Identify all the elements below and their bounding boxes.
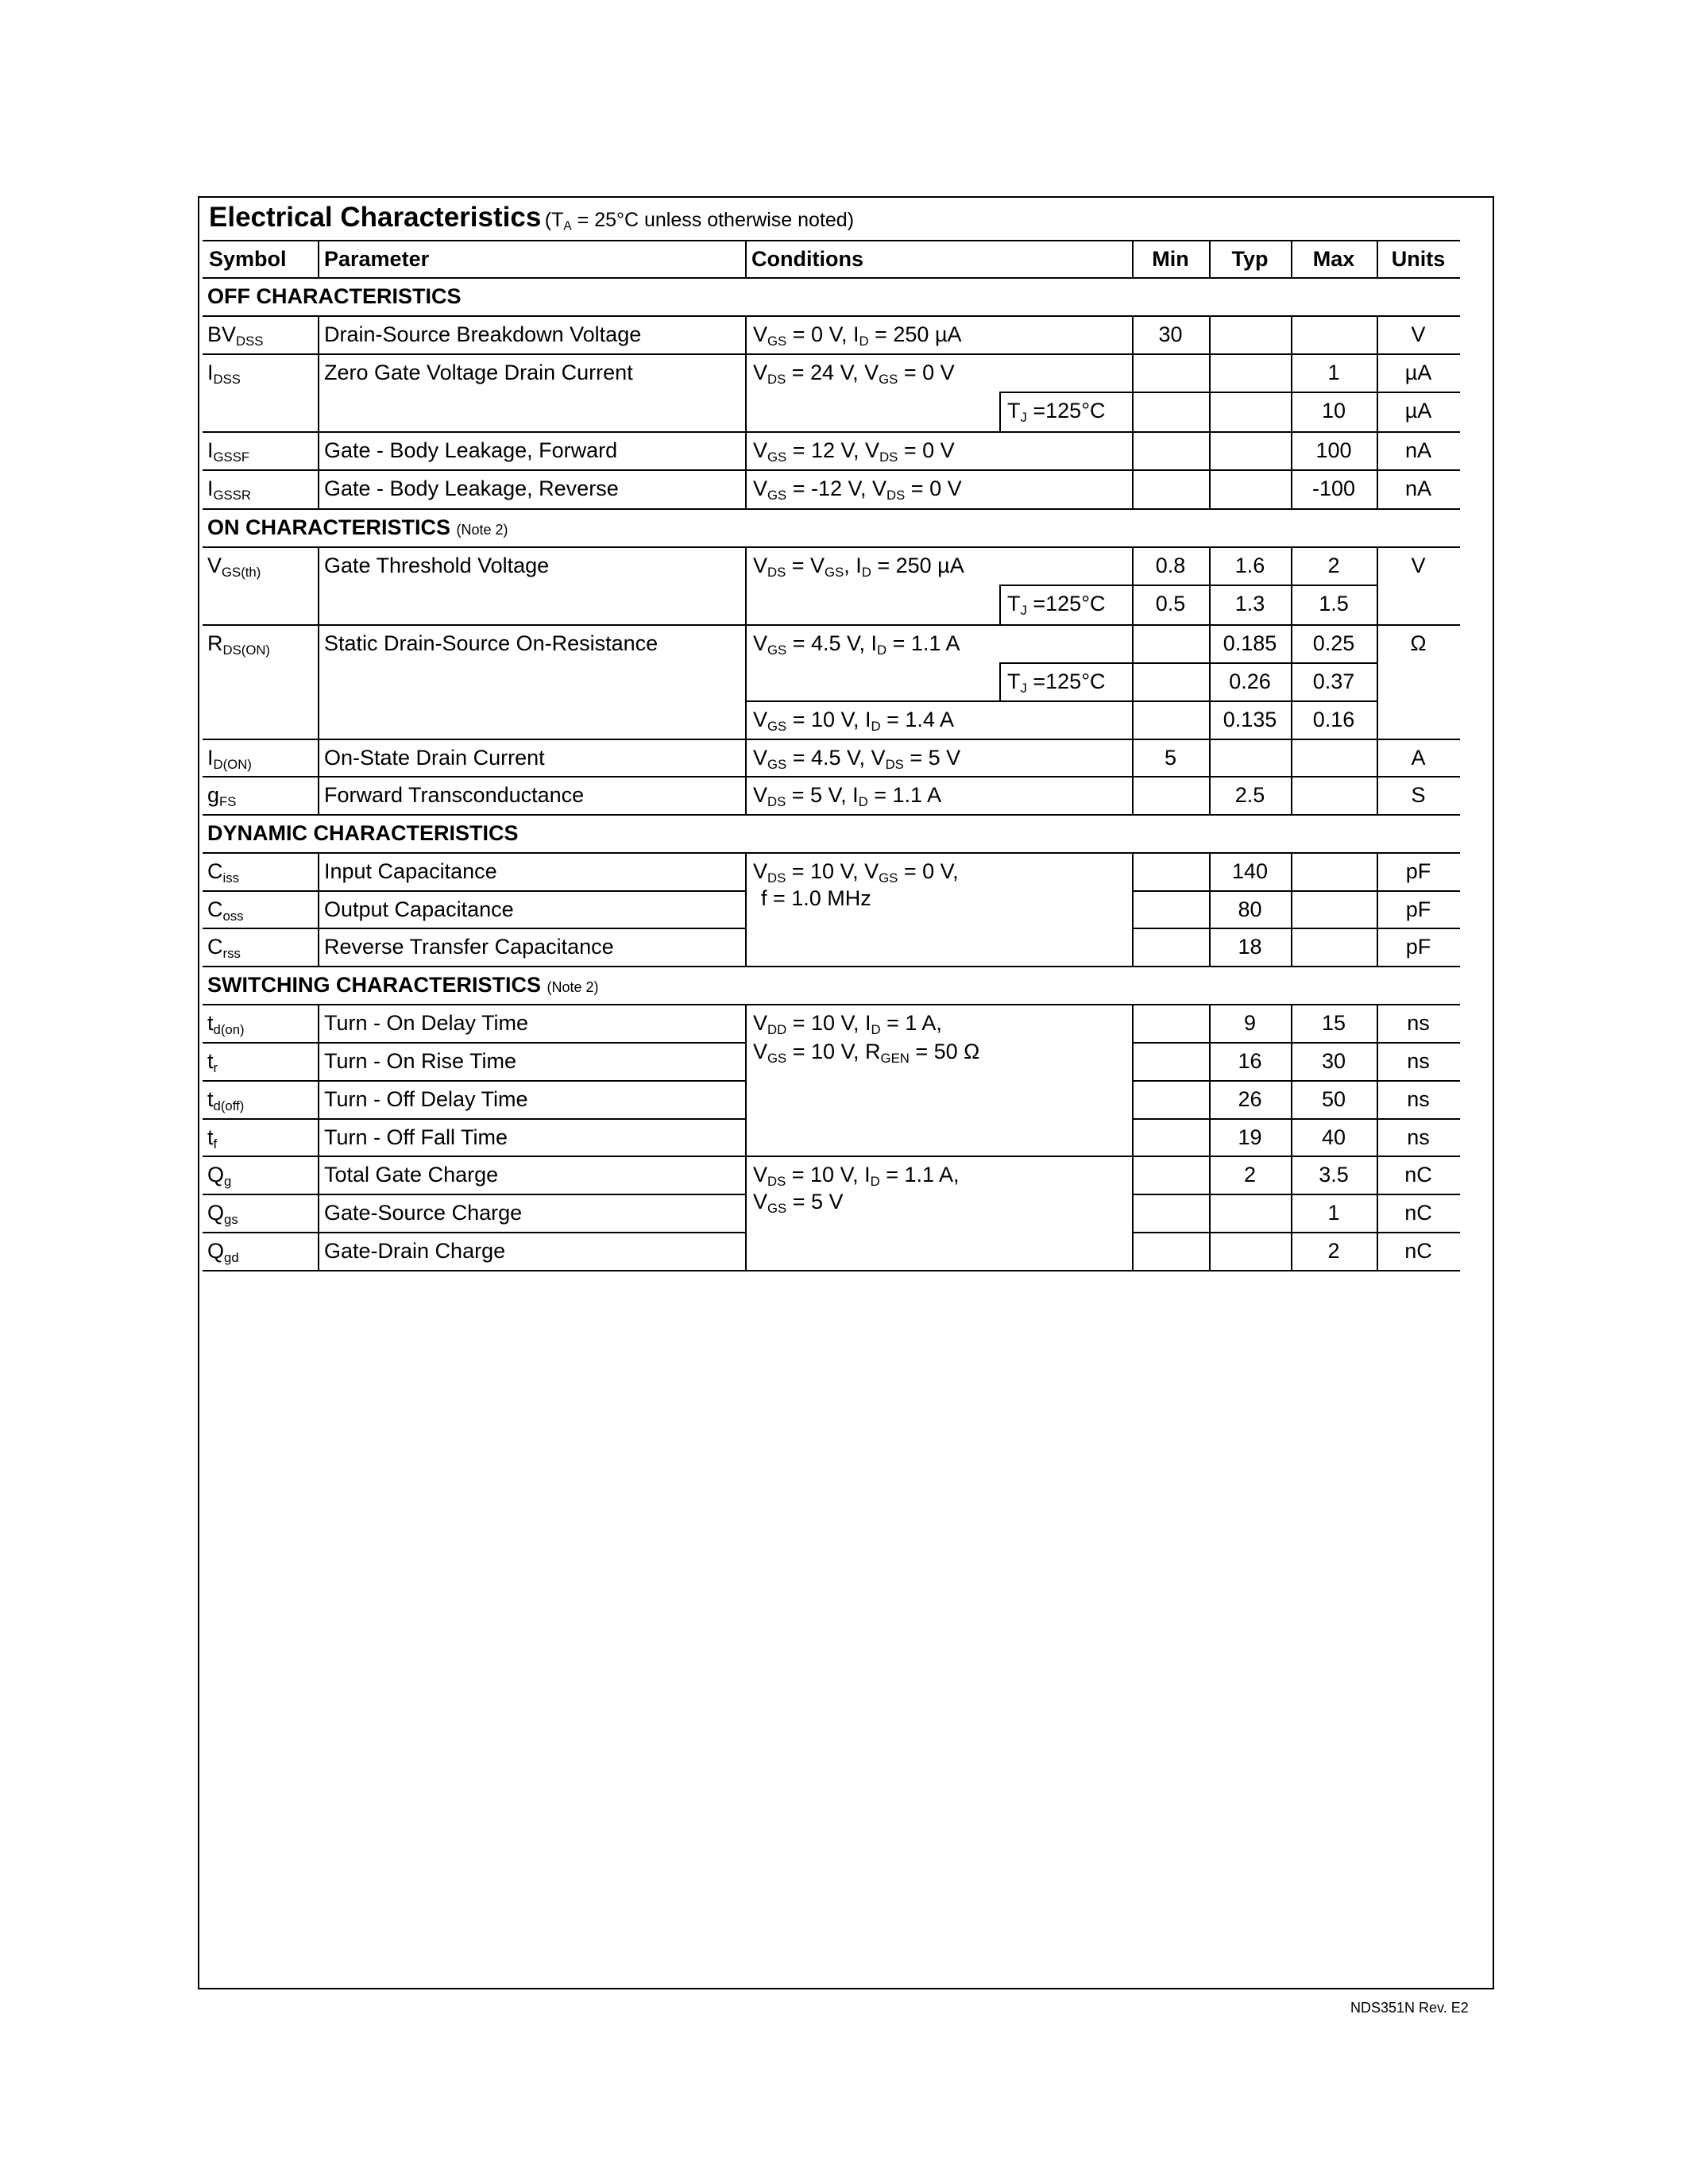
symbol-qgd: $Q_{gd}$	[207, 1239, 239, 1266]
column-divider	[318, 1004, 319, 1270]
conditions-idon: $V_{GS} = 4.5$ V, $V_{DS} = 5$ V	[753, 746, 961, 773]
column-header-par: Parameter	[324, 247, 430, 271]
typ-value-rdson_10: 0.135	[1223, 708, 1277, 731]
parameter-bvdss: Drain-Source Breakdown Voltage	[324, 322, 642, 346]
column-divider	[1377, 852, 1378, 966]
column-divider	[1291, 240, 1292, 277]
conditions-bvdss: $V_{GS} = 0$ V, $I_D = 250$ µA	[753, 322, 962, 349]
units-vgsth: V	[1411, 554, 1426, 577]
max-value-rdson_tj: 0.37	[1312, 669, 1355, 693]
units-bvdss: V	[1411, 322, 1426, 346]
typ-value-rdson: 0.185	[1223, 631, 1277, 655]
max-value-vgsth: 2	[1327, 554, 1340, 577]
section-off: OFF CHARACTERISTICS	[207, 284, 462, 308]
parameter-idon: On-State Drain Current	[324, 746, 545, 770]
conditions-gfs: $V_{DS} = 5$ V, $I_D = 1.1$ A	[753, 783, 942, 810]
parameter-igssr: Gate - Body Leakage, Reverse	[324, 477, 619, 500]
parameter-coss: Output Capacitance	[324, 897, 514, 921]
column-header-min: Min	[1152, 247, 1189, 271]
column-divider	[1291, 1004, 1292, 1270]
parameter-crss: Reverse Transfer Capacitance	[324, 935, 614, 959]
column-divider	[745, 546, 747, 814]
units-qg: nC	[1404, 1163, 1432, 1187]
symbol-igssf: $I_{GSSF}$	[207, 438, 250, 465]
parameter-tdoff: Turn - Off Delay Time	[324, 1087, 528, 1111]
max-value-rdson_10: 0.16	[1312, 708, 1355, 731]
conditions-charge-line2: $V_{GS} = 5$ V	[753, 1190, 844, 1217]
column-divider	[1291, 546, 1292, 814]
column-divider	[1132, 852, 1134, 966]
symbol-bvdss: $BV_{DSS}$	[207, 322, 264, 349]
conditions-dynamic-line1: $V_{DS} = 10$ V, $V_{GS} = 0$ V,	[753, 859, 959, 886]
typ-value-qg: 2	[1243, 1163, 1257, 1187]
column-divider	[318, 852, 319, 966]
column-divider	[1209, 240, 1211, 277]
typ-value-tdoff: 26	[1238, 1087, 1262, 1111]
conditions-vgsth_tj: $T_J =125^\circ C$	[1007, 592, 1106, 619]
typ-value-tdon: 9	[1243, 1011, 1257, 1035]
max-value-rdson: 0.25	[1312, 631, 1355, 655]
conditions-idss: $V_{DS} = 24$ V, $V_{GS} = 0$ V	[753, 361, 955, 388]
units-tdoff: ns	[1407, 1087, 1430, 1111]
units-qgd: nC	[1404, 1239, 1432, 1263]
max-value-qgd: 2	[1327, 1239, 1340, 1263]
column-header-unit: Units	[1391, 247, 1446, 271]
column-divider	[999, 662, 1001, 700]
column-divider	[1209, 1004, 1211, 1270]
typ-value-coss: 80	[1238, 897, 1262, 921]
column-divider	[1377, 240, 1378, 277]
max-value-qgs: 1	[1327, 1201, 1340, 1225]
conditions-rdson: $V_{GS} = 4.5$ V, $I_D = 1.1$ A	[753, 631, 960, 658]
column-divider	[1132, 1004, 1134, 1270]
units-idss_tj: µA	[1404, 399, 1432, 423]
column-divider	[1209, 852, 1211, 966]
section-dynamic: DYNAMIC CHARACTERISTICS	[207, 821, 519, 845]
max-value-tdon: 15	[1321, 1011, 1346, 1035]
conditions-switching-line1: $V_{DD} = 10$ V, $I_D = 1$ A,	[753, 1011, 942, 1038]
column-divider	[318, 546, 319, 814]
symbol-crss: $C_{rss}$	[207, 935, 241, 962]
units-idon: A	[1411, 746, 1426, 770]
parameter-idss: Zero Gate Voltage Drain Current	[324, 361, 633, 384]
parameter-qgd: Gate-Drain Charge	[324, 1239, 506, 1263]
typ-value-vgsth_tj: 1.3	[1234, 592, 1265, 615]
max-value-tdoff: 50	[1321, 1087, 1346, 1111]
section-on: ON CHARACTERISTICS (Note 2)	[207, 515, 508, 539]
max-value-vgsth_tj: 1.5	[1319, 592, 1349, 615]
min-value-idon: 5	[1164, 746, 1177, 770]
parameter-tdon: Turn - On Delay Time	[324, 1011, 529, 1035]
parameter-rdson: Static Drain-Source On-Resistance	[324, 631, 659, 655]
symbol-tf: $t_f$	[207, 1125, 218, 1152]
column-divider	[1291, 315, 1292, 508]
column-divider	[1377, 546, 1378, 814]
column-divider	[745, 315, 747, 508]
rule-line	[203, 1270, 1460, 1271]
column-divider	[1209, 315, 1211, 508]
typ-value-rdson_tj: 0.26	[1229, 669, 1271, 693]
title-condition: ($T_A = 25^\circ C$ unless otherwise noted)	[544, 209, 855, 233]
symbol-idon: $I_{D(ON)}$	[207, 746, 252, 773]
column-divider	[745, 1004, 747, 1270]
typ-value-ciss: 140	[1231, 859, 1269, 883]
column-header-sym: Symbol	[209, 247, 287, 271]
min-value-bvdss: 30	[1158, 322, 1183, 346]
column-divider	[1209, 546, 1211, 814]
parameter-tf: Turn - Off Fall Time	[324, 1125, 508, 1149]
typ-value-gfs: 2.5	[1234, 783, 1265, 807]
conditions-dynamic-line2: f = 1.0 MHz	[761, 886, 871, 910]
title-heading: Electrical Characteristics	[209, 202, 542, 233]
units-igssr: nA	[1404, 477, 1432, 500]
column-header-max: Max	[1312, 247, 1355, 271]
column-divider	[999, 585, 1001, 624]
column-header-typ: Typ	[1231, 247, 1269, 271]
symbol-qg: $Q_g$	[207, 1163, 232, 1190]
symbol-qgs: $Q_{gs}$	[207, 1201, 238, 1228]
column-divider	[1377, 1004, 1378, 1270]
max-value-igssr: -100	[1311, 477, 1356, 500]
typ-value-vgsth: 1.6	[1234, 554, 1265, 577]
max-value-tr: 30	[1321, 1049, 1346, 1073]
symbol-tdon: $t_{d(on)}$	[207, 1011, 245, 1038]
units-ciss: pF	[1405, 859, 1431, 883]
column-divider	[1132, 546, 1134, 814]
units-crss: pF	[1405, 935, 1431, 959]
units-gfs: S	[1411, 783, 1426, 807]
conditions-vgsth: $V_{DS} = V_{GS}$, $I_D = 250$ µA	[753, 554, 964, 581]
column-divider	[745, 240, 747, 277]
max-value-qg: 3.5	[1319, 1163, 1349, 1187]
symbol-tr: $t_r$	[207, 1049, 218, 1076]
parameter-tr: Turn - On Rise Time	[324, 1049, 517, 1073]
column-divider	[318, 240, 319, 277]
parameter-igssf: Gate - Body Leakage, Forward	[324, 438, 618, 462]
units-tr: ns	[1407, 1049, 1430, 1073]
symbol-tdoff: $t_{d(off)}$	[207, 1087, 245, 1114]
min-value-vgsth_tj: 0.5	[1155, 592, 1186, 615]
typ-value-tf: 19	[1238, 1125, 1262, 1149]
column-divider	[1132, 315, 1134, 508]
symbol-igssr: $I_{GSSR}$	[207, 477, 251, 504]
conditions-rdson_10: $V_{GS} = 10$ V, $I_D = 1.4$ A	[753, 708, 954, 735]
typ-value-tr: 16	[1238, 1049, 1262, 1073]
parameter-qgs: Gate-Source Charge	[324, 1201, 523, 1225]
max-value-igssf: 100	[1315, 438, 1352, 462]
max-value-tf: 40	[1321, 1125, 1346, 1149]
symbol-rdson: $R_{DS(ON)}$	[207, 631, 270, 658]
section-switching: SWITCHING CHARACTERISTICS (Note 2)	[207, 973, 599, 997]
parameter-gfs: Forward Transconductance	[324, 783, 585, 807]
column-header-cond: Conditions	[751, 247, 863, 271]
conditions-rdson_tj: $T_J =125^\circ C$	[1007, 669, 1106, 696]
max-value-idss: 1	[1327, 361, 1340, 384]
column-divider	[745, 852, 747, 966]
max-value-idss_tj: 10	[1321, 399, 1346, 423]
column-divider	[1377, 315, 1378, 508]
units-coss: pF	[1405, 897, 1431, 921]
column-divider	[318, 315, 319, 508]
symbol-coss: $C_{oss}$	[207, 897, 244, 924]
units-tdon: ns	[1407, 1011, 1430, 1035]
typ-value-crss: 18	[1238, 935, 1262, 959]
doc-revision: NDS351N Rev. E2	[1350, 2000, 1469, 2016]
units-tf: ns	[1407, 1125, 1430, 1149]
column-divider	[1291, 852, 1292, 966]
symbol-vgsth: $V_{GS(th)}$	[207, 554, 261, 581]
conditions-igssf: $V_{GS} = 12$ V, $V_{DS} = 0$ V	[753, 438, 955, 465]
units-idss: µA	[1404, 361, 1432, 384]
min-value-vgsth: 0.8	[1155, 554, 1186, 577]
column-divider	[1132, 240, 1134, 277]
conditions-idss_tj: $T_J =125^\circ C$	[1007, 399, 1106, 426]
units-qgs: nC	[1404, 1201, 1432, 1225]
conditions-charge-line1: $V_{DS} = 10$ V, $I_D = 1.1$ A,	[753, 1163, 960, 1190]
conditions-igssr: $V_{GS} = -12$ V, $V_{DS} = 0$ V	[753, 477, 962, 504]
parameter-qg: Total Gate Charge	[324, 1163, 499, 1187]
parameter-vgsth: Gate Threshold Voltage	[324, 554, 550, 577]
units-igssf: nA	[1404, 438, 1432, 462]
column-divider	[999, 392, 1001, 431]
symbol-idss: $I_{DSS}$	[207, 361, 241, 388]
symbol-gfs: $g_{FS}$	[207, 783, 237, 810]
parameter-ciss: Input Capacitance	[324, 859, 497, 883]
symbol-ciss: $C_{iss}$	[207, 859, 239, 886]
units-rdson: Ω	[1410, 631, 1427, 655]
conditions-switching-line2: $V_{GS} = 10$ V, $R_{GEN} = 50$ Ω	[753, 1040, 980, 1067]
